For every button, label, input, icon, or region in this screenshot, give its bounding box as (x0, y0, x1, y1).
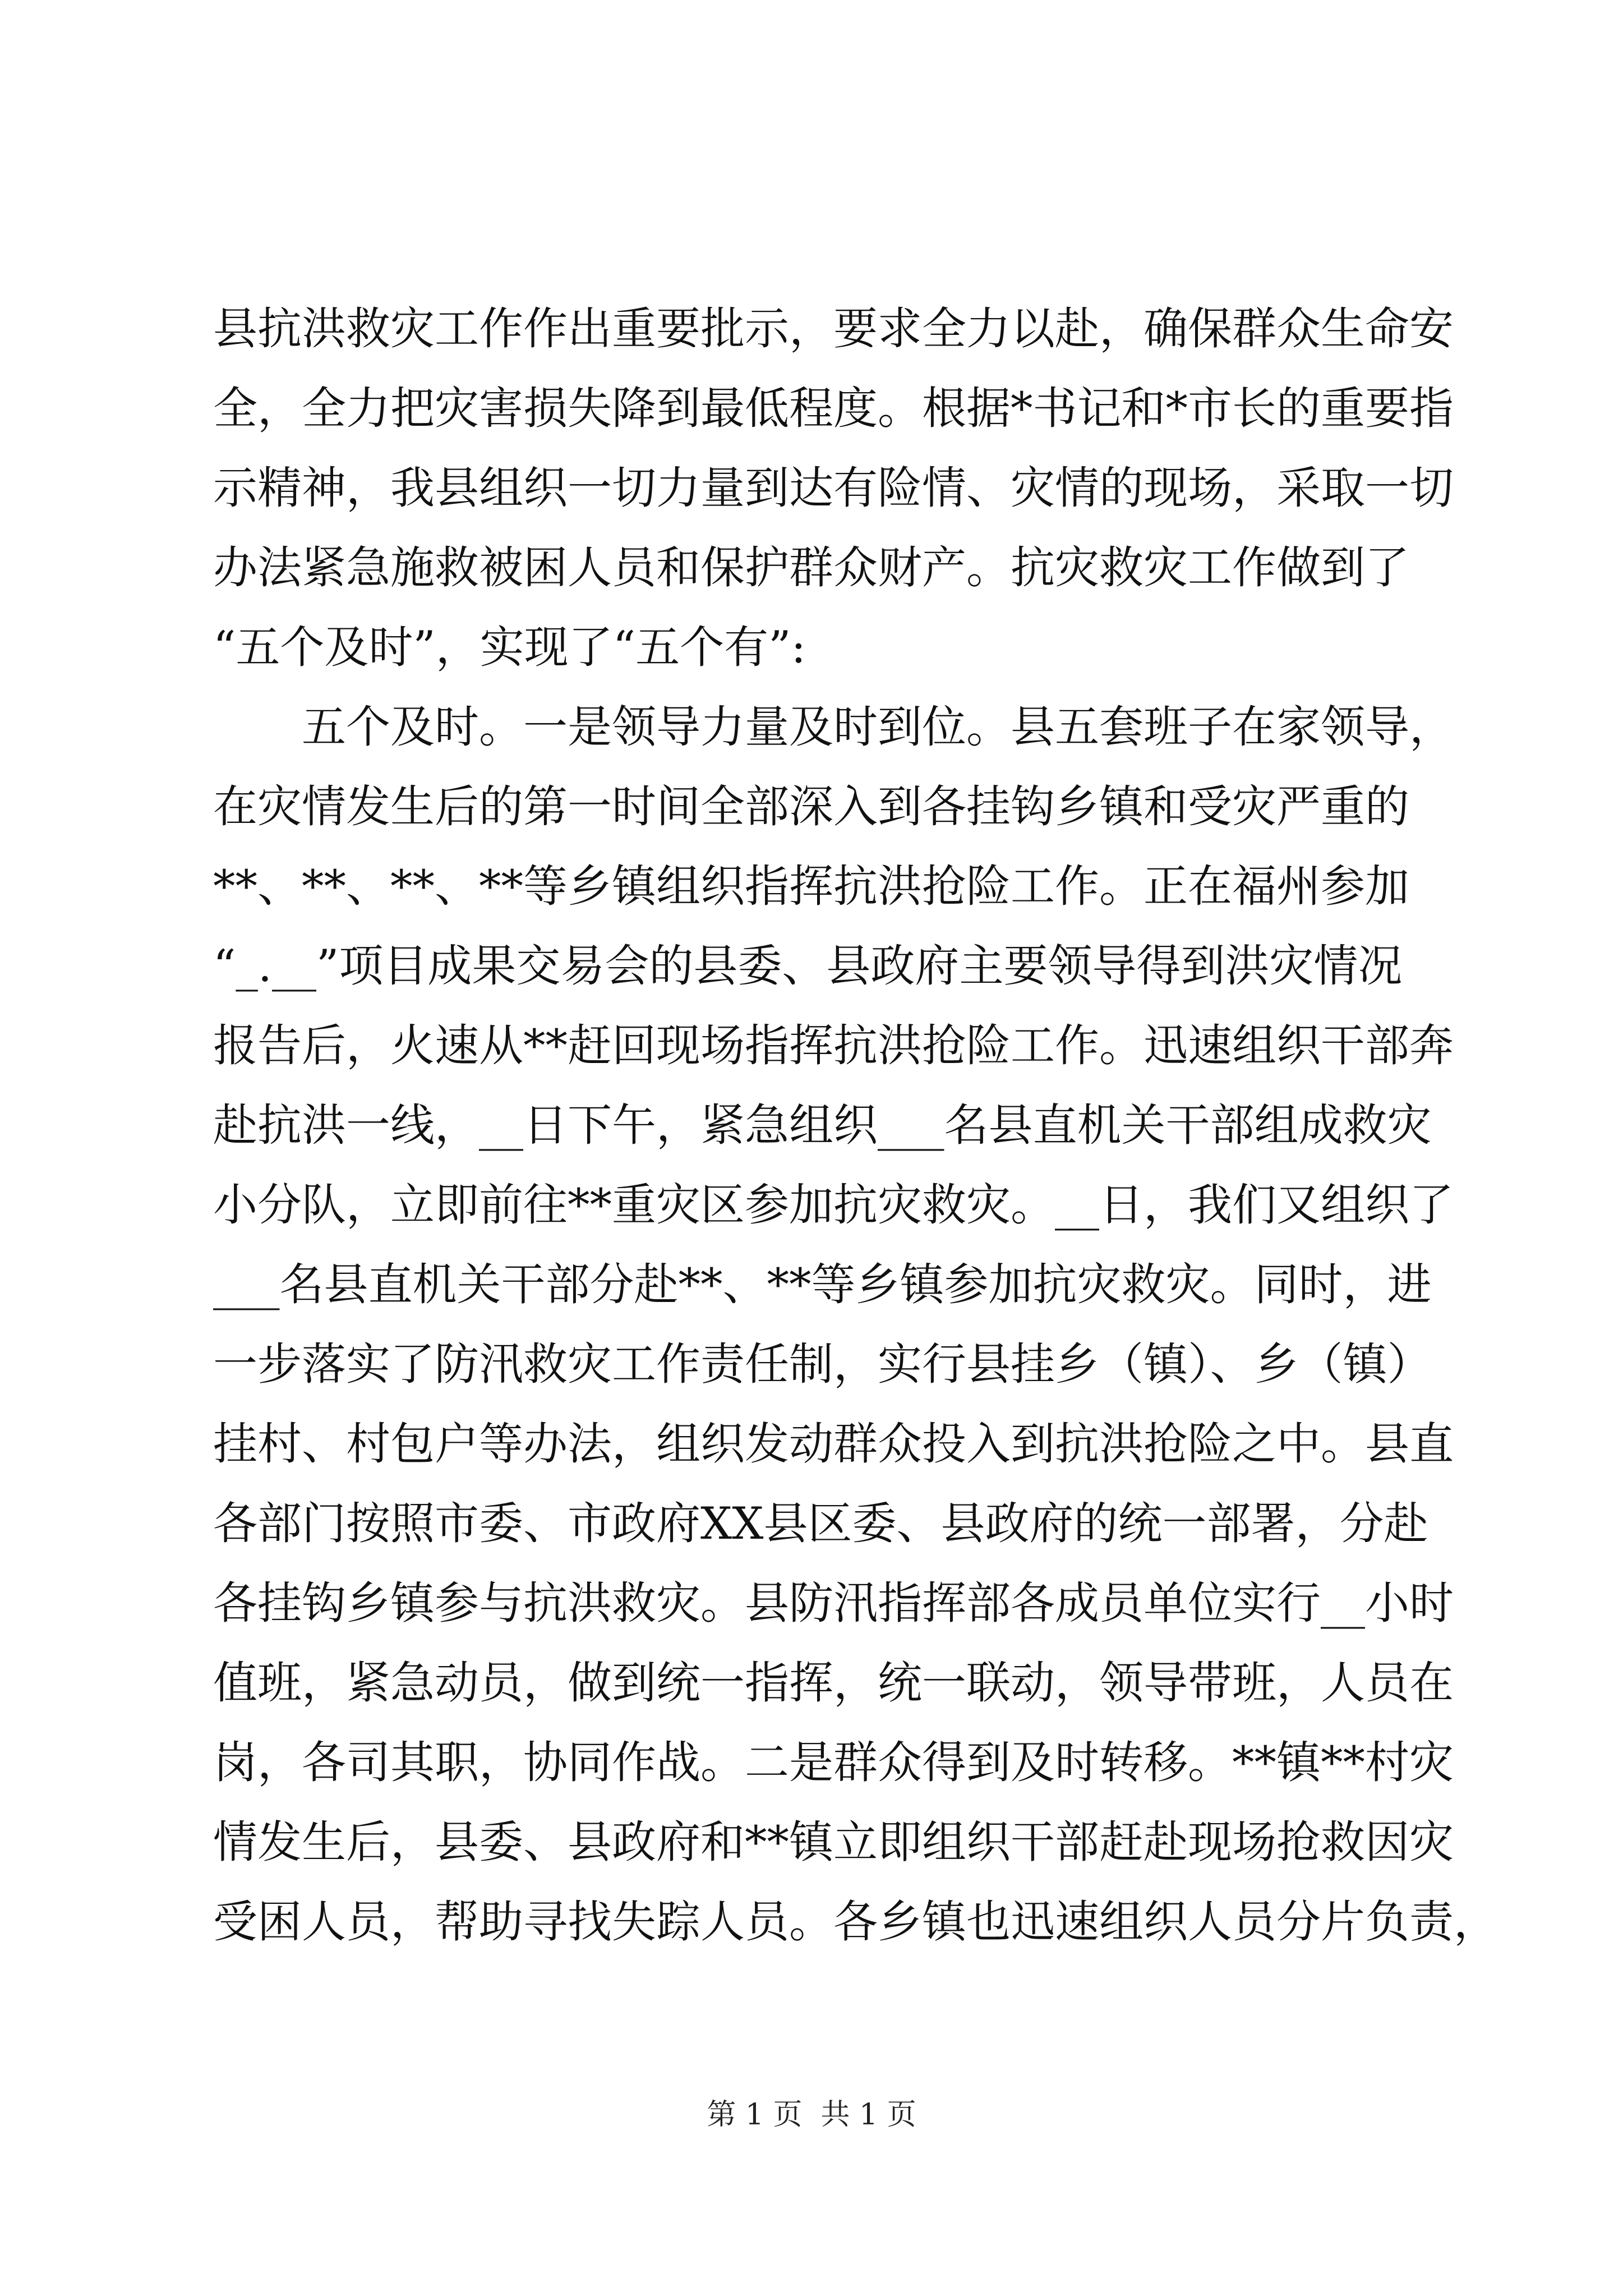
text-line: 一步落实了防汛救灾工作责任制，实行县挂乡（镇）、乡（镇） (213, 1338, 1432, 1390)
text-line: 五个及时。一是领导力量及时到位。县五套班子在家领导， (213, 701, 1454, 753)
text-line: **、**、**、**等乡镇组织指挥抗洪抢险工作。正在福州参加 (213, 861, 1409, 912)
text-line: 县抗洪救灾工作作出重要批示，要求全力以赴，确保群众生命安 (213, 303, 1454, 355)
text-line: “_.__”项目成果交易会的县委、县政府主要领导得到洪灾情况 (213, 940, 1403, 992)
text-line: 各挂钩乡镇参与抗洪救灾。县防汛指挥部各成员单位实行__小时 (213, 1577, 1454, 1629)
text-line: 报告后，火速从**赶回现场指挥抗洪抢险工作。迅速组织干部奔 (213, 1020, 1454, 1071)
text-line: 全，全力把灾害损失降到最低程度。根据*书记和*市长的重要指 (213, 383, 1454, 434)
text-line: 值班，紧急动员，做到统一指挥，统一联动，领导带班，人员在 (213, 1657, 1454, 1709)
text-line: “五个及时”，实现了“五个有”: (213, 622, 806, 673)
text-line: 情发生后，县委、县政府和**镇立即组织干部赶赴现场抢救因灾 (213, 1816, 1454, 1868)
text-line: 赴抗洪一线，__日下午，紧急组织___名县直机关干部组成救灾 (213, 1099, 1432, 1151)
text-line: 受困人员，帮助寻找失踪人员。各乡镇也迅速组织人员分片负责， (213, 1896, 1498, 1948)
text-line: 在灾情发生后的第一时间全部深入到各挂钩乡镇和受灾严重的 (213, 781, 1409, 832)
text-line: 小分队，立即前往**重灾区参加抗灾救灾。__日，我们又组织了 (213, 1179, 1454, 1231)
text-line: 各部门按照市委、市政府XX县区委、县政府的统一部署，分赴 (213, 1498, 1428, 1549)
body-text (213, 289, 1498, 1962)
text-line: ___名县直机关干部分赴**、**等乡镇参加抗灾救灾。同时，进 (213, 1259, 1432, 1310)
text-line: 示精神，我县组织一切力量到达有险情、灾情的现场，采取一切 (213, 462, 1454, 514)
text-line: 挂村、村包户等办法，组织发动群众投入到抗洪抢险之中。县直 (213, 1418, 1454, 1470)
text-line: 办法紧急施救被困人员和保护群众财产。抗灾救灾工作做到了 (213, 542, 1409, 593)
page-number-footer: 第 1 页 共 1 页 (707, 2098, 916, 2132)
text-line: 岗，各司其职，协同作战。二是群众得到及时转移。**镇**村灾 (213, 1737, 1454, 1788)
